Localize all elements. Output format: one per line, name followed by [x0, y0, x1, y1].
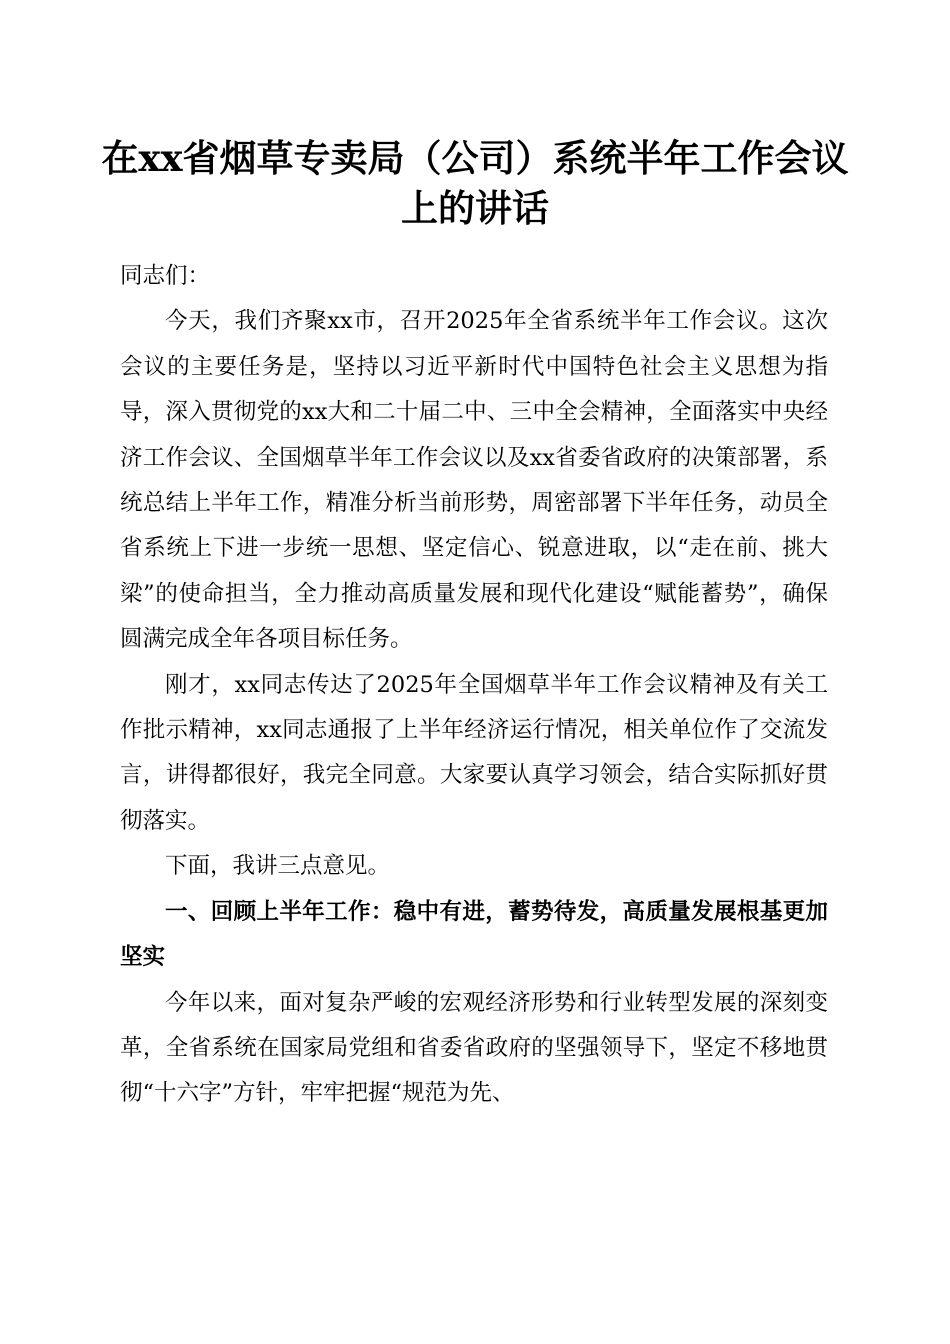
paragraph-three-points: 下面，我讲三点意见。	[165, 853, 391, 880]
document-title: 在xx省烟草专卖局（公司）系统半年工作会议上的讲话	[101, 136, 849, 230]
paragraph-speeches: 刚才，xx同志传达了2025年全国烟草半年工作会议精神及有关工作批示精神，xx同志通报了上半年经济运行情况，相关单位作了交流发言，讲得都很好，我完全同意。大家要认真学习领会，结合实际抓好贯彻落实。	[120, 671, 828, 834]
salutation: 同志们：	[120, 263, 211, 289]
section-paragraph: 今年以来，面对复杂严峻的宏观经济形势和行业转型发展的深刻变革，全省系统在国家局党组和省委省政府的坚强领导下，坚定不移地贯彻“十六字”方针，牢牢把握“规范为先、	[120, 989, 828, 1107]
section-heading: 一、回顾上半年工作：稳中有进，蓄势待发，高质量发展根基更加坚实	[120, 898, 828, 971]
paragraph-intro: 今天，我们齐聚xx市，召开2025年全省系统半年工作会议。这次会议的主要任务是，坚持以习近平新时代中国特色社会主义思想为指导，深入贯彻党的xx大和二十届二中、三中全会精神，全面落实中央经济工作会议、全国烟草半年工作会议以及xx省委省政府的决策部署，系统总结上半年工作，精准分析当前形势，周密部署下半年任务，动员全省系统上下进一步统一思想、坚定信心、锐意进取，以“走在前、挑大梁”的使命担当，全力推动高质量发展和现代化建设“赋能蓄势”，确保圆满完成全年各项目标任务。	[120, 308, 828, 653]
document-body	[120, 254, 828, 1117]
